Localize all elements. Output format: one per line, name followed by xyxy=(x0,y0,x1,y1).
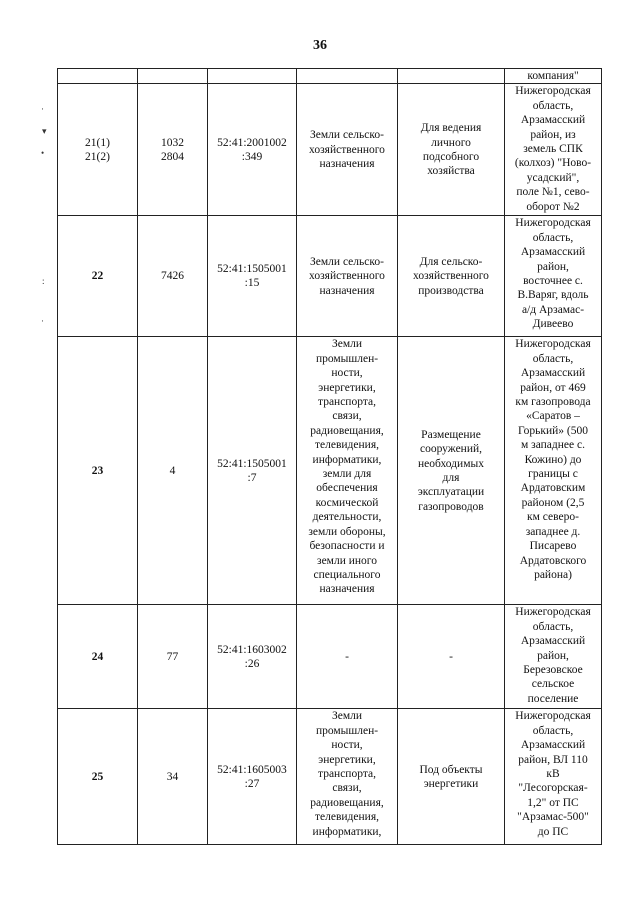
cell-empty xyxy=(58,69,138,84)
cell-location: Нижегородская область, Арзамасский район, восточнее с. В.Варяг, вдоль а/д Арзамас- Дивеево xyxy=(505,216,602,337)
cell-cadastral-number: 52:41:2001002 :349 xyxy=(208,84,297,216)
cell-number: 25 xyxy=(58,709,138,845)
cell-permitted-use: Для сельско- хозяйственного производства xyxy=(398,216,505,337)
cell-permitted-use: - xyxy=(398,605,505,709)
table-row xyxy=(58,216,602,337)
cell-permitted-use: Под объекты энергетики xyxy=(398,709,505,845)
cell-number: 24 xyxy=(58,605,138,709)
cell-land-category: Земли сельско- хозяйственного назначения xyxy=(297,216,398,337)
margin-mark: : xyxy=(42,276,45,286)
table-row xyxy=(58,337,602,605)
cell-empty xyxy=(138,69,208,84)
margin-mark: · xyxy=(41,104,44,114)
cell-land-category: Земли промышлен- ности, энергетики, транспорта, связи, радиовещания, телевидения, информатики, земли для обеспечения космической деятельности, земли обороны, безопасности и земли иного специального назначения xyxy=(297,337,398,605)
cell-location: компания" xyxy=(505,69,602,84)
cell-location: Нижегородская область, Арзамасский район, ВЛ 110 кВ "Лесогорская- 1,2" от ПС "Арзамас-500" до ПС xyxy=(505,709,602,845)
cell-empty xyxy=(398,69,505,84)
table-row xyxy=(58,709,602,845)
cell-area: 1032 2804 xyxy=(138,84,208,216)
table-row xyxy=(58,605,602,709)
cell-permitted-use: Размещение сооружений, необходимых для эксплуатации газопроводов xyxy=(398,337,505,605)
cell-location: Нижегородская область, Арзамасский район, Березовское сельское поселение xyxy=(505,605,602,709)
margin-mark: · xyxy=(41,316,44,326)
cell-land-category: Земли промышлен- ности, энергетики, транспорта, связи, радиовещания, телевидения, информатики, xyxy=(297,709,398,845)
cell-permitted-use: Для ведения личного подсобного хозяйства xyxy=(398,84,505,216)
cell-empty xyxy=(208,69,297,84)
cell-cadastral-number: 52:41:1505001 :15 xyxy=(208,216,297,337)
cell-empty xyxy=(297,69,398,84)
cell-area: 7426 xyxy=(138,216,208,337)
cell-land-category: - xyxy=(297,605,398,709)
cell-area: 77 xyxy=(138,605,208,709)
page-number: 36 xyxy=(313,38,327,53)
cell-area: 34 xyxy=(138,709,208,845)
table-row-continuation xyxy=(58,69,602,84)
cell-area: 4 xyxy=(138,337,208,605)
cell-number: 22 xyxy=(58,216,138,337)
cell-cadastral-number: 52:41:1605003 :27 xyxy=(208,709,297,845)
cell-cadastral-number: 52:41:1505001 :7 xyxy=(208,337,297,605)
cell-cadastral-number: 52:41:1603002 :26 xyxy=(208,605,297,709)
margin-mark: ▾ xyxy=(42,126,47,136)
table-row xyxy=(58,84,602,216)
cell-location: Нижегородская область, Арзамасский район, от 469 км газопровода «Саратов – Горький» (500 м западнее с. Кожино) до границы с Ардатовским районом (2,5 км северо- западнее д. Писарево Ардатовского района) xyxy=(505,337,602,605)
cell-number: 21(1) 21(2) xyxy=(58,84,138,216)
cell-number: 23 xyxy=(58,337,138,605)
cell-land-category: Земли сельско- хозяйственного назначения xyxy=(297,84,398,216)
cell-location: Нижегородская область, Арзамасский район, из земель СПК (колхоз) "Ново- усадский", поле №1, сево- оборот №2 xyxy=(505,84,602,216)
margin-mark: • xyxy=(41,148,45,158)
land-plots-table xyxy=(57,68,602,845)
